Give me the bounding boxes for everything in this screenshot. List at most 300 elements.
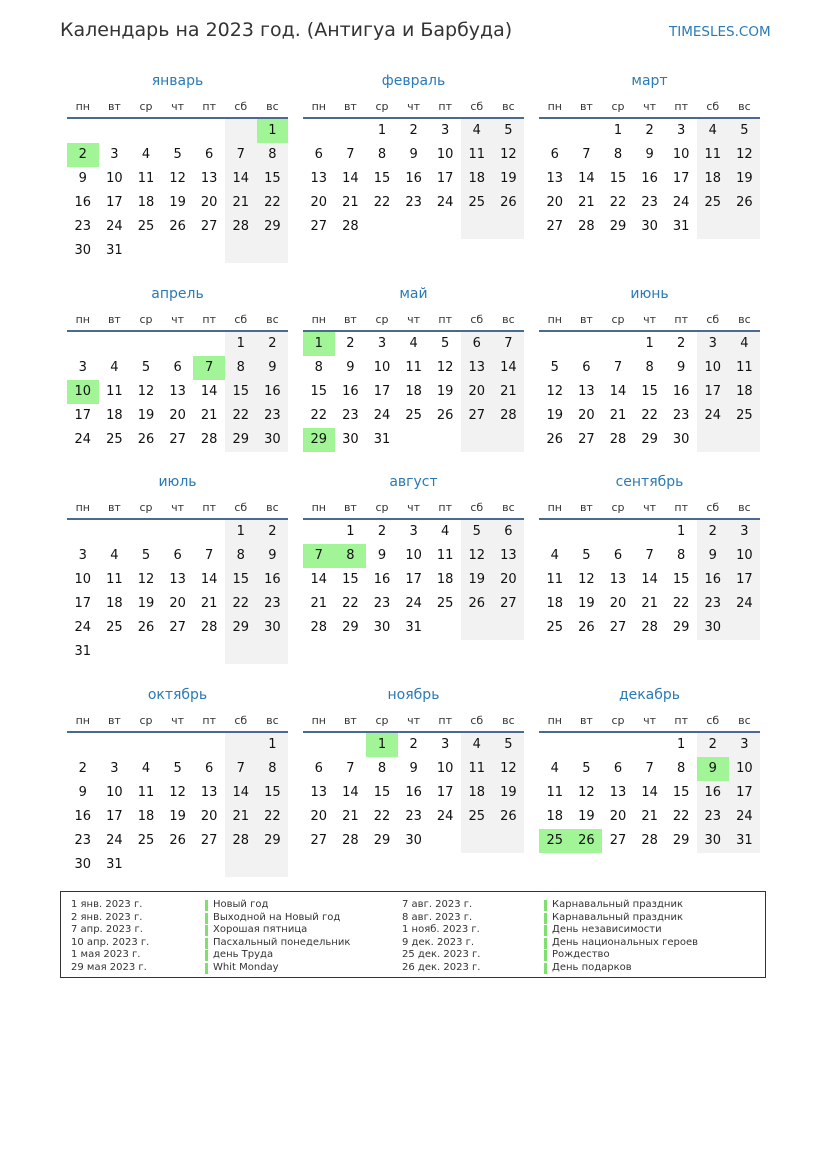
legend-holiday-name: Рождество (552, 949, 610, 961)
day-cell: 14 (609, 384, 627, 399)
day-cell: 27 (578, 432, 595, 447)
weekday-label: пн (547, 100, 562, 113)
day-cell: 3 (78, 360, 87, 375)
day-cell: 13 (546, 171, 564, 186)
day-cell: 27 (609, 833, 627, 848)
day-cell: 16 (405, 785, 422, 800)
day-cell: 18 (729, 380, 761, 404)
day-cell: 3 (729, 733, 761, 757)
day-cell: 14 (342, 171, 359, 186)
day-cell: 18 (461, 781, 493, 805)
day-cell: 18 (137, 809, 155, 824)
day-cell: 9 (346, 360, 355, 375)
month-name: январь (151, 73, 204, 89)
day-cell: 30 (373, 620, 391, 635)
day-cell: 8 (377, 761, 387, 776)
day-cell: 21 (641, 596, 658, 611)
day-cell: 7 (645, 548, 654, 563)
holiday-day: 25 (539, 829, 571, 853)
weekday-label: чт (643, 714, 657, 727)
legend-holiday-name: День независимости (552, 924, 662, 936)
weekday-label: вс (738, 714, 751, 727)
weekday-label: вс (266, 100, 279, 113)
day-cell: 10 (672, 147, 690, 162)
holiday-day: 1 (366, 733, 398, 757)
weekday-label: пн (311, 714, 326, 727)
day-cell: 9 (677, 360, 686, 375)
day-cell: 18 (461, 167, 493, 191)
day-cell: 4 (461, 119, 493, 143)
month-name: октябрь (147, 687, 208, 703)
weekday-label: чт (171, 501, 185, 514)
weekday-label: пн (311, 501, 326, 514)
legend-holiday-name: Пасхальный понедельник (213, 936, 351, 948)
day-cell: 8 (257, 757, 289, 781)
day-cell: 23 (641, 195, 658, 210)
day-cell: 22 (342, 596, 359, 611)
day-cell: 28 (342, 833, 359, 848)
day-cell: 3 (697, 332, 729, 356)
day-cell: 25 (106, 620, 123, 635)
weekday-label: пн (311, 100, 326, 113)
day-cell: 5 (141, 548, 151, 563)
holiday-legend (60, 891, 766, 978)
day-cell: 15 (225, 380, 257, 404)
weekday-label: ср (139, 100, 153, 113)
day-cell: 10 (405, 548, 422, 563)
weekday-label: вт (579, 501, 593, 514)
day-cell: 16 (373, 572, 391, 587)
day-cell: 6 (173, 548, 182, 563)
day-cell: 1 (677, 737, 686, 752)
day-cell: 9 (78, 785, 87, 800)
holiday-day: 1 (303, 332, 335, 356)
day-cell: 12 (493, 143, 525, 167)
day-cell: 31 (74, 644, 92, 659)
day-cell: 24 (74, 432, 92, 447)
month-name: сентябрь (615, 474, 684, 490)
day-cell: 5 (493, 119, 525, 143)
weekday-label: ср (375, 313, 389, 326)
day-cell: 10 (436, 147, 454, 162)
day-cell: 5 (729, 119, 761, 143)
month-name: июль (158, 474, 197, 490)
day-cell: 19 (137, 408, 155, 423)
day-cell: 8 (377, 147, 387, 162)
weekday-label: сб (470, 714, 484, 727)
weekday-label: пн (75, 714, 90, 727)
day-cell: 5 (441, 336, 450, 351)
weekend-empty-cell (493, 428, 525, 452)
day-cell: 21 (225, 805, 257, 829)
day-cell: 21 (200, 596, 218, 611)
day-cell: 2 (697, 733, 729, 757)
day-cell: 6 (205, 147, 214, 162)
day-cell: 6 (314, 147, 323, 162)
day-cell: 2 (257, 332, 289, 356)
day-cell: 24 (106, 219, 123, 234)
day-cell: 16 (697, 568, 729, 592)
day-cell: 13 (493, 544, 525, 568)
day-cell: 9 (645, 147, 654, 162)
day-cell: 11 (436, 548, 454, 563)
day-cell: 17 (436, 785, 454, 800)
day-cell: 1 (346, 524, 355, 539)
day-cell: 20 (609, 809, 627, 824)
day-cell: 3 (441, 737, 450, 752)
day-cell: 6 (173, 360, 182, 375)
day-cell: 17 (729, 568, 761, 592)
month-name: март (631, 73, 668, 89)
day-cell: 13 (200, 171, 218, 186)
day-cell: 28 (200, 432, 218, 447)
day-cell: 14 (225, 167, 257, 191)
legend-marker (205, 900, 208, 911)
weekday-label: ср (375, 714, 389, 727)
holiday-day: 26 (571, 829, 603, 853)
day-cell: 14 (641, 785, 658, 800)
weekend-empty-cell (461, 829, 493, 853)
day-cell: 31 (672, 219, 690, 234)
day-cell: 23 (342, 408, 359, 423)
day-cell: 4 (441, 524, 450, 539)
day-cell: 13 (310, 171, 328, 186)
day-cell: 25 (697, 191, 729, 215)
day-cell: 4 (550, 548, 559, 563)
day-cell: 1 (225, 332, 257, 356)
day-cell: 15 (257, 781, 289, 805)
legend-marker (205, 913, 208, 924)
day-cell: 20 (609, 596, 627, 611)
day-cell: 25 (436, 596, 454, 611)
day-cell: 16 (74, 809, 92, 824)
day-cell: 7 (346, 147, 355, 162)
weekday-label: вт (343, 313, 357, 326)
weekend-empty-cell (225, 733, 257, 757)
day-cell: 4 (110, 360, 119, 375)
weekend-empty-cell (697, 428, 729, 452)
day-cell: 30 (641, 219, 658, 234)
day-cell: 19 (169, 809, 186, 824)
day-cell: 26 (169, 219, 186, 234)
day-cell: 3 (441, 123, 450, 138)
holiday-day: 10 (67, 380, 99, 404)
legend-holiday-name: День подарков (552, 962, 632, 973)
weekday-label: вт (107, 714, 121, 727)
day-cell: 27 (310, 833, 328, 848)
day-cell: 23 (373, 596, 391, 611)
weekday-label: вс (502, 501, 515, 514)
weekday-label: пн (75, 313, 90, 326)
legend-holiday-name: Карнавальный праздник (552, 911, 683, 923)
weekday-label: пт (202, 501, 216, 514)
day-cell: 5 (550, 360, 559, 375)
day-cell: 24 (672, 195, 690, 210)
weekday-label: пн (547, 313, 562, 326)
day-cell: 12 (461, 544, 493, 568)
weekend-empty-cell (729, 616, 761, 640)
weekday-label: ср (375, 100, 389, 113)
day-cell: 11 (106, 572, 123, 587)
day-cell: 2 (677, 336, 686, 351)
day-cell: 7 (346, 761, 355, 776)
day-cell: 30 (342, 432, 359, 447)
day-cell: 4 (697, 119, 729, 143)
day-cell: 10 (74, 572, 92, 587)
day-cell: 12 (729, 143, 761, 167)
legend-marker (544, 925, 547, 936)
day-cell: 17 (697, 380, 729, 404)
day-cell: 26 (169, 833, 186, 848)
day-cell: 21 (609, 408, 627, 423)
day-cell: 7 (225, 757, 257, 781)
legend-holiday-name: Выходной на Новый год (213, 911, 341, 923)
day-cell: 22 (310, 408, 328, 423)
day-cell: 9 (377, 548, 387, 563)
day-cell: 29 (672, 833, 690, 848)
weekend-empty-cell (257, 853, 289, 877)
month-name: декабрь (618, 687, 681, 703)
day-cell: 23 (74, 833, 92, 848)
day-cell: 19 (578, 809, 595, 824)
day-cell: 14 (310, 572, 328, 587)
day-cell: 16 (405, 171, 422, 186)
day-cell: 16 (697, 781, 729, 805)
day-cell: 31 (373, 432, 391, 447)
day-cell: 12 (169, 785, 186, 800)
weekday-label: сб (234, 501, 248, 514)
day-cell: 11 (405, 360, 422, 375)
day-cell: 24 (106, 833, 123, 848)
weekday-label: вт (343, 100, 357, 113)
legend-holiday-name: Хорошая пятница (213, 924, 308, 936)
weekday-label: вс (266, 714, 279, 727)
day-cell: 29 (342, 620, 359, 635)
day-cell: 31 (106, 243, 123, 258)
day-cell: 13 (310, 785, 328, 800)
weekday-label: пт (438, 714, 452, 727)
day-cell: 5 (173, 147, 182, 162)
weekday-label: вс (502, 714, 515, 727)
weekday-label: чт (407, 100, 421, 113)
day-cell: 14 (342, 785, 359, 800)
day-cell: 9 (409, 147, 418, 162)
day-cell: 20 (493, 568, 525, 592)
day-cell: 20 (310, 195, 328, 210)
day-cell: 2 (697, 520, 729, 544)
day-cell: 12 (493, 757, 525, 781)
day-cell: 8 (645, 360, 654, 375)
day-cell: 6 (493, 520, 525, 544)
weekday-label: вс (266, 501, 279, 514)
day-cell: 5 (141, 360, 151, 375)
day-cell: 5 (493, 733, 525, 757)
legend-date: 7 авг. 2023 г. (402, 899, 473, 910)
month-10 (67, 684, 288, 884)
month-12 (539, 684, 760, 884)
day-cell: 21 (342, 809, 359, 824)
weekday-label: пт (202, 313, 216, 326)
day-cell: 24 (405, 596, 422, 611)
day-cell: 17 (74, 408, 92, 423)
day-cell: 11 (546, 785, 564, 800)
day-cell: 5 (582, 548, 591, 563)
holiday-day: 9 (697, 757, 729, 781)
day-cell: 13 (609, 572, 627, 587)
legend-date: 25 дек. 2023 г. (402, 949, 481, 961)
legend-marker (544, 938, 547, 949)
day-cell: 1 (225, 520, 257, 544)
day-cell: 13 (461, 356, 493, 380)
weekday-label: ср (375, 501, 389, 514)
day-cell: 30 (697, 829, 729, 853)
day-cell: 28 (641, 620, 658, 635)
day-cell: 29 (225, 428, 257, 452)
day-cell: 25 (729, 404, 761, 428)
weekday-label: чт (643, 501, 657, 514)
legend-holiday-name: День национальных героев (552, 936, 699, 948)
day-cell: 6 (550, 147, 559, 162)
day-cell: 19 (169, 195, 186, 210)
weekday-label: чт (643, 100, 657, 113)
day-cell: 11 (137, 785, 155, 800)
day-cell: 24 (729, 805, 761, 829)
weekday-label: пн (547, 501, 562, 514)
day-cell: 2 (645, 123, 654, 138)
weekday-label: вс (738, 313, 751, 326)
weekday-label: сб (470, 313, 484, 326)
day-cell: 23 (257, 404, 289, 428)
day-cell: 7 (645, 761, 654, 776)
weekday-label: пн (547, 714, 562, 727)
day-cell: 12 (546, 384, 564, 399)
month-name: август (389, 474, 438, 490)
day-cell: 20 (169, 408, 186, 423)
weekday-label: сб (706, 313, 720, 326)
day-cell: 11 (137, 171, 155, 186)
legend-date: 1 мая 2023 г. (71, 949, 141, 961)
day-cell: 16 (257, 568, 289, 592)
day-cell: 20 (578, 408, 595, 423)
day-cell: 25 (106, 432, 123, 447)
day-cell: 13 (609, 785, 627, 800)
day-cell: 31 (106, 857, 123, 872)
day-cell: 15 (672, 785, 690, 800)
weekday-label: вс (502, 313, 515, 326)
legend-marker (205, 950, 208, 961)
day-cell: 17 (405, 572, 422, 587)
weekend-empty-cell (461, 428, 493, 452)
day-cell: 26 (137, 620, 155, 635)
day-cell: 6 (582, 360, 591, 375)
day-cell: 2 (78, 761, 87, 776)
month-name: ноябрь (387, 687, 440, 703)
day-cell: 31 (405, 620, 422, 635)
day-cell: 18 (106, 596, 123, 611)
day-cell: 11 (106, 384, 123, 399)
day-cell: 6 (461, 332, 493, 356)
day-cell: 3 (78, 548, 87, 563)
day-cell: 16 (641, 171, 658, 186)
day-cell: 29 (609, 219, 627, 234)
weekday-label: пт (438, 100, 452, 113)
weekday-label: сб (234, 714, 248, 727)
legend-date: 29 мая 2023 г. (71, 962, 147, 973)
weekday-label: пн (75, 501, 90, 514)
weekday-label: пт (202, 100, 216, 113)
day-cell: 21 (225, 191, 257, 215)
holiday-day: 7 (303, 544, 335, 568)
legend-holiday-name: день Труда (213, 949, 274, 961)
day-cell: 21 (310, 596, 328, 611)
day-cell: 31 (729, 829, 761, 853)
site-link[interactable]: TIMESLES.COM (669, 24, 771, 40)
day-cell: 18 (106, 408, 123, 423)
day-cell: 30 (74, 857, 92, 872)
day-cell: 15 (609, 171, 627, 186)
month-name: май (399, 286, 428, 302)
day-cell: 25 (546, 620, 564, 635)
weekday-label: вс (738, 100, 751, 113)
day-cell: 5 (461, 520, 493, 544)
month-4 (67, 283, 288, 483)
weekday-label: вт (107, 100, 121, 113)
weekday-label: чт (643, 313, 657, 326)
day-cell: 28 (200, 620, 218, 635)
day-cell: 24 (373, 408, 391, 423)
day-cell: 23 (257, 592, 289, 616)
day-cell: 12 (436, 360, 454, 375)
day-cell: 3 (377, 336, 387, 351)
holiday-day: 1 (257, 119, 289, 143)
day-cell: 30 (405, 833, 422, 848)
day-cell: 23 (672, 408, 690, 423)
day-cell: 24 (729, 592, 761, 616)
day-cell: 30 (74, 243, 92, 258)
weekday-label: чт (407, 501, 421, 514)
day-cell: 7 (493, 332, 525, 356)
day-cell: 18 (697, 167, 729, 191)
weekday-label: ср (139, 714, 153, 727)
weekend-empty-cell (225, 640, 257, 664)
day-cell: 20 (461, 380, 493, 404)
weekday-label: вт (343, 714, 357, 727)
weekend-empty-cell (461, 616, 493, 640)
day-cell: 2 (409, 737, 418, 752)
day-cell: 10 (106, 785, 123, 800)
day-cell: 14 (578, 171, 595, 186)
day-cell: 27 (546, 219, 564, 234)
day-cell: 14 (225, 781, 257, 805)
day-cell: 2 (409, 123, 418, 138)
day-cell: 28 (225, 215, 257, 239)
day-cell: 26 (493, 805, 525, 829)
day-cell: 16 (342, 384, 359, 399)
day-cell: 6 (205, 761, 214, 776)
day-cell: 17 (106, 809, 123, 824)
day-cell: 22 (225, 592, 257, 616)
weekday-label: вт (107, 501, 121, 514)
holiday-day: 8 (335, 544, 367, 568)
day-cell: 27 (169, 432, 186, 447)
legend-date: 7 апр. 2023 г. (71, 924, 143, 936)
weekday-label: вс (738, 501, 751, 514)
weekday-label: сб (470, 501, 484, 514)
weekend-empty-cell (225, 239, 257, 263)
day-cell: 10 (729, 757, 761, 781)
legend-holiday-name: Whit Monday (213, 962, 279, 973)
weekend-empty-cell (493, 616, 525, 640)
